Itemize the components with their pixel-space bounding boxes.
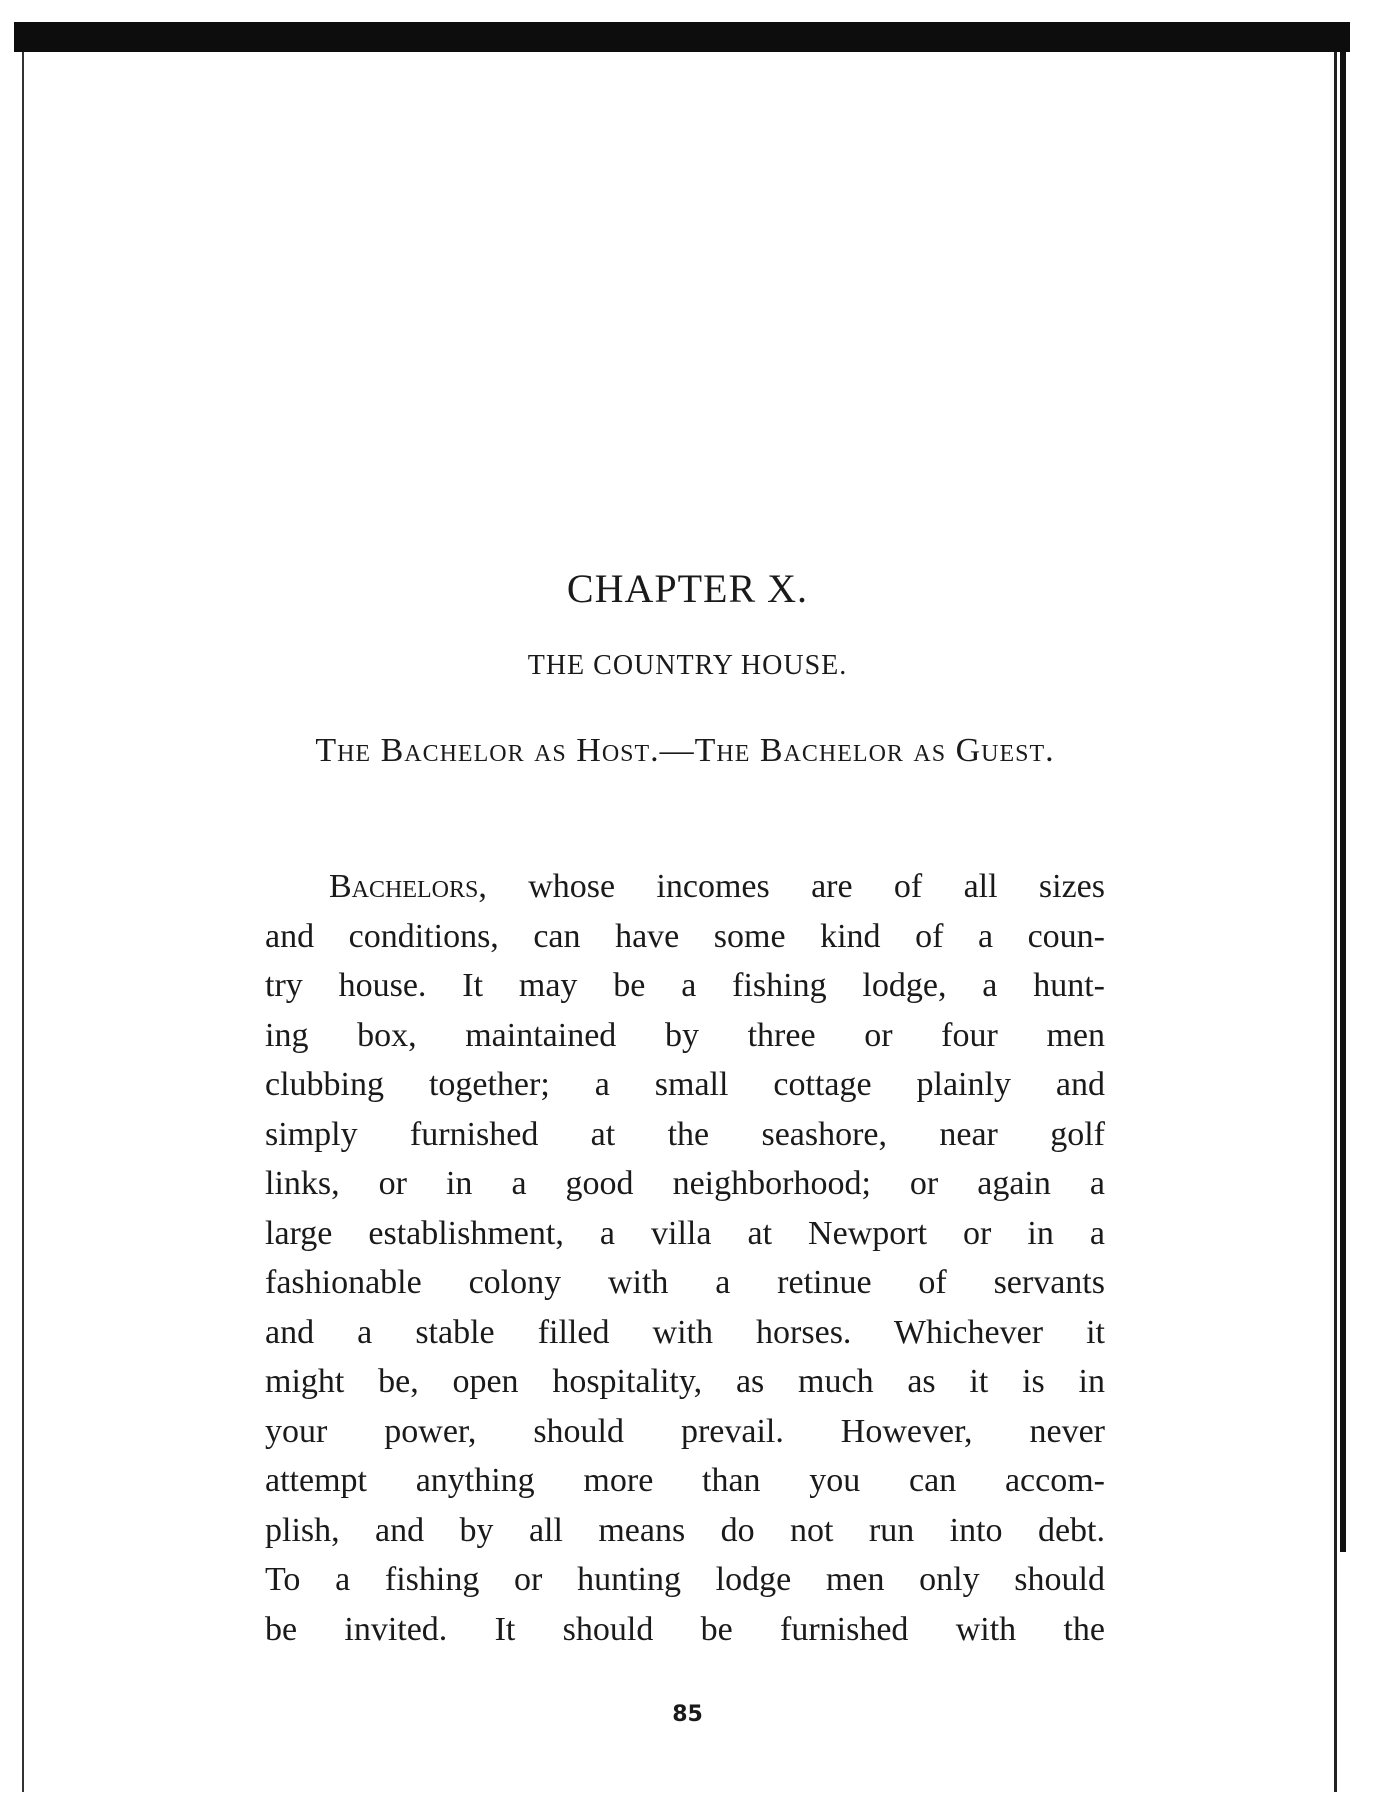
scan-left-edge — [22, 52, 24, 1792]
text-line: and a stable filled with horses. Whichever it — [265, 1313, 1105, 1351]
text-line: large establishment, a villa at Newport or in a — [265, 1214, 1105, 1252]
scan-right-edge — [1334, 52, 1337, 1792]
text-line-rest: whose incomes are of all sizes — [486, 868, 1105, 905]
text-line: your power, should prevail. However, never — [265, 1412, 1105, 1450]
text-line: be invited. It should be furnished with the — [265, 1610, 1105, 1648]
text-line: fashionable colony with a retinue of servants — [265, 1264, 1105, 1301]
page-number: 85 — [672, 1702, 703, 1727]
text-line — [265, 862, 1105, 912]
body-paragraph — [265, 862, 1105, 1654]
text-line: To a fishing or hunting lodge men only should — [265, 1561, 1105, 1598]
text-line: attempt anything more than you can accom- — [265, 1462, 1105, 1499]
text-line: clubbing together; a small cottage plainly and — [265, 1066, 1105, 1103]
chapter-title: CHAPTER X. — [566, 566, 809, 611]
scan-right-shadow — [1340, 52, 1346, 1552]
text-line: simply furnished at the seashore, near golf — [265, 1115, 1105, 1153]
text-line: links, or in a good neighborhood; or again a — [265, 1165, 1105, 1202]
text-line: ing box, maintained by three or four men — [265, 1016, 1105, 1054]
text-line: try house. It may be a fishing lodge, a hunt- — [265, 967, 1105, 1004]
chapter-summary: The Bachelor as Host.—The Bachelor as Guest. — [315, 732, 1055, 769]
drop-word: Bachelors, — [329, 868, 487, 905]
text-line: might be, open hospitality, as much as it is in — [265, 1363, 1105, 1400]
text-line: plish, and by all means do not run into debt. — [265, 1511, 1105, 1549]
chapter-subtitle: THE COUNTRY HOUSE. — [527, 650, 848, 681]
scan-top-border — [14, 22, 1350, 52]
text-line: and conditions, can have some kind of a coun- — [265, 917, 1105, 955]
